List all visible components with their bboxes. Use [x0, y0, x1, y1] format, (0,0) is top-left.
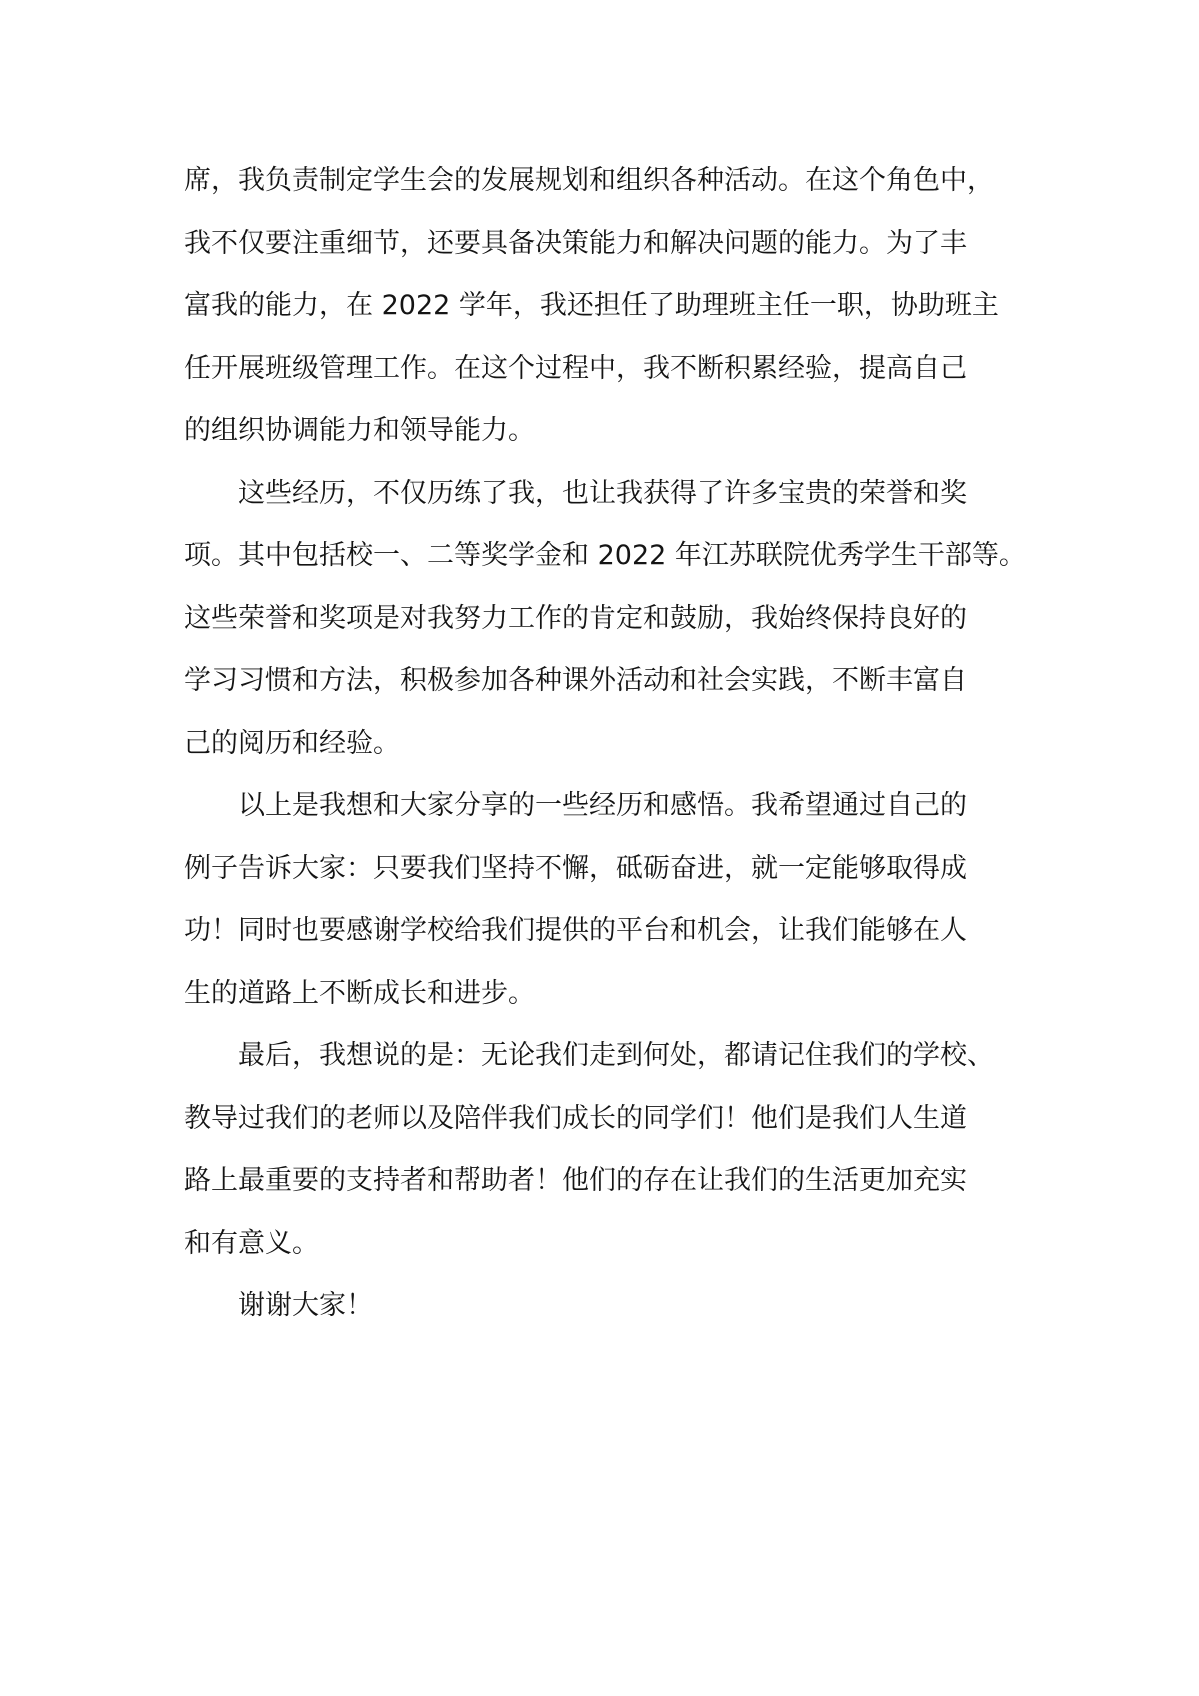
paragraph-3-line-1: 以上是我想和大家分享的一些经历和感悟。我希望通过自己的 [238, 790, 967, 821]
paragraph-2-line-5: 己的阅历和经验。 [184, 727, 400, 759]
paragraph-4-line-2: 教导过我们的老师以及陪伴我们成长的同学们！他们是我们人生道 [184, 1102, 967, 1134]
paragraph-4-line-3: 路上最重要的支持者和帮助者！他们的存在让我们的生活更加充实 [184, 1165, 967, 1196]
paragraph-1-line-1: 席，我负责制定学生会的发展规划和组织各种活动。在这个角色中， [184, 165, 994, 196]
paragraph-2-line-1: 这些经历，不仅历练了我，也让我获得了许多宝贵的荣誉和奖 [238, 477, 967, 509]
paragraph-1-line-4: 任开展班级管理工作。在这个过程中，我不断积累经验，提高自己 [184, 352, 967, 384]
speech-body [184, 150, 1034, 1338]
paragraph-2-line-4: 学习习惯和方法，积极参加各种课外活动和社会实践，不断丰富自 [184, 665, 967, 696]
paragraph-2-line-3: 这些荣誉和奖项是对我努力工作的肯定和鼓励，我始终保持良好的 [184, 602, 967, 634]
paragraph-4-line-1: 最后，我想说的是：无论我们走到何处，都请记住我们的学校、 [238, 1040, 994, 1071]
paragraph-5-line-1: 谢谢大家！ [238, 1290, 373, 1321]
paragraph-1-line-3: 富我的能力，在 2022 学年，我还担任了助理班主任一职，协助班主 [184, 290, 999, 321]
paragraph-3-line-2: 例子告诉大家：只要我们坚持不懈，砥砺奋进，就一定能够取得成 [184, 852, 967, 884]
paragraph-2-line-2: 项。其中包括校一、二等奖学金和 2022 年江苏联院优秀学生干部等。 [184, 540, 1026, 571]
paragraph-1-line-2: 我不仅要注重细节，还要具备决策能力和解决问题的能力。为了丰 [184, 227, 967, 259]
paragraph-4-line-4: 和有意义。 [184, 1227, 319, 1259]
paragraph-3-line-4: 生的道路上不断成长和进步。 [184, 977, 535, 1009]
paragraph-1-line-5: 的组织协调能力和领导能力。 [184, 415, 535, 446]
paragraph-3-line-3: 功！同时也要感谢学校给我们提供的平台和机会，让我们能够在人 [184, 915, 967, 946]
